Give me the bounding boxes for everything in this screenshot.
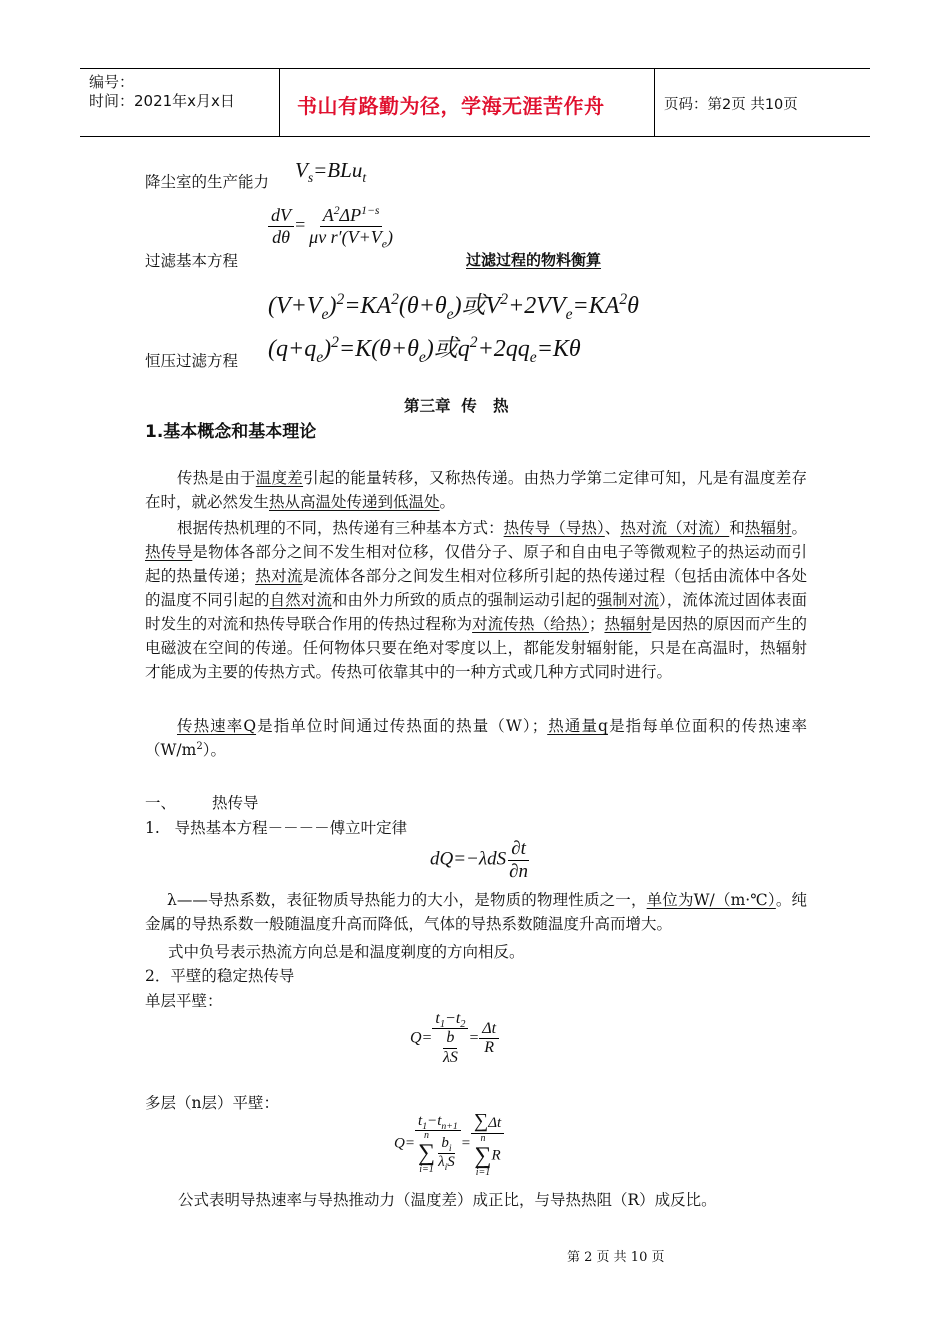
p3-text-a: 是指单位时间通过传热面的热量（W）；	[256, 717, 548, 735]
term-radiation: 热辐射	[744, 519, 792, 537]
term-convection-2: 热对流	[255, 567, 303, 585]
header-number-label: 编号：	[89, 73, 135, 91]
plane-wall-item: 2．平壁的稳定热传导	[145, 967, 295, 985]
conduction-heading: 热传导	[212, 794, 259, 812]
p2-text-e: 是物体各部分之间不发生相对位移，仅借分子、原子和自由电子等微观粒子的热运动而引起的热量传递；	[145, 543, 807, 585]
single-wall-label: 单层平壁：	[145, 992, 223, 1010]
term-convective-heat-transfer: 对流传热（给热）	[472, 615, 589, 633]
lambda-text-b: 。纯金属的导热系数一般随温度升高而降低，气体的导热系数随温度升高而增大。	[145, 891, 807, 933]
constant-pressure-formula-2: $(q+q_e)^2=K(\theta+\theta_e)$或$q^2+2qq_e=K\theta$	[268, 334, 581, 366]
p3-sup: 2	[196, 740, 203, 752]
fourier-law-formula: dQ=−λdS $\frac{\partial t}{\partial n}$	[430, 838, 528, 882]
term-conduction-2: 热传导	[145, 543, 193, 561]
header-divider-right	[654, 68, 655, 136]
fourier-law-item: 1. 导热基本方程－－－－傅立叶定律	[145, 819, 408, 837]
paragraph-heat-transfer-definition	[145, 466, 807, 514]
p3-text-c: ）。	[202, 741, 227, 759]
header-divider-left	[279, 68, 280, 136]
paragraph-heat-rate-definition	[145, 714, 807, 762]
constant-pressure-formula-1: $(V+V_e)^2=KA^2(\theta+\theta_e)$或$V^2+2VV_e=KA^2\theta$	[268, 291, 639, 323]
single-wall-formula: Q= $\frac{t_1-t_2}{\frac{b}{\lambda S}}$ = $\frac{\Delta t}{R}$	[410, 1010, 499, 1067]
p2-text-a: 根据传热机理的不同，热传递有三种基本方式：	[177, 519, 504, 537]
or-text-1: 或	[461, 293, 486, 319]
term-temperature-difference: 温度差	[255, 469, 304, 487]
term-natural-convection: 自然对流	[269, 591, 332, 609]
p2-text-g: 和由外力所致的质点的强制运动引起的	[331, 591, 597, 609]
p2-text-h: ），流体流过固体表面时发生的对流和热传导联合作用的传热过程称为	[145, 591, 807, 633]
filter-basic-label: 过滤基本方程	[145, 252, 239, 270]
capacity-label: 降尘室的生产能力	[145, 173, 270, 191]
p2-text-j: 是因热的原因而产生的电磁波在空间的传递。任何物体只要在绝对零度以上，都能发射辐射能，只是在高温时，热辐射才能成为主要的传热方式。传热可依靠其中的一种方式或几种方式同时进行。	[145, 615, 807, 681]
lambda-text-a: λ——导热系数，表征物质导热能力的大小，是物质的物理性质之一，	[167, 891, 647, 909]
paragraph-heat-transfer-modes	[145, 516, 807, 684]
conduction-heading-number: 一、	[145, 794, 177, 812]
section-title: 1.基本概念和基本理论	[145, 422, 317, 442]
multi-wall-formula: Q= $t_1-t_{n+1}$ n ∑ i=1 $\frac{b_i}{\lambda_iS}$ = ∑Δt n ∑ i=1 R	[394, 1110, 504, 1178]
p1-text-c: 。	[439, 493, 456, 511]
term-forced-convection: 强制对流	[596, 591, 660, 609]
header-top-line	[80, 68, 870, 69]
term-high-to-low: 热从高温处传递到低温处	[269, 493, 440, 511]
term-heat-rate: 传热速率Q	[177, 717, 257, 735]
p2-text-d: 。	[791, 519, 807, 537]
term-convection: 热对流（对流）	[620, 519, 730, 537]
p1-text-a: 传热是由于	[177, 469, 256, 487]
header-time-label: 时间：2021年x月x日	[89, 92, 235, 110]
filter-basic-formula: $\frac{dV}{d\theta}$ = $\frac{A^2\Delta P^{1-s}}{\mu v r'(V+V_e)}$	[268, 205, 396, 247]
term-radiation-2: 热辐射	[604, 615, 652, 633]
header-bottom-line	[80, 136, 870, 137]
p2-text-f: 是流体各部分之间发生相对位移所引起的热传递过程（包括由流体中各处的温度不同引起的	[145, 567, 807, 609]
header-page-label: 页码：第2页 共10页	[664, 97, 798, 113]
material-balance-title: 过滤过程的物料衡算	[466, 251, 602, 269]
p2-text-b: 、	[604, 519, 621, 537]
term-conduction: 热传导（导热）	[503, 519, 605, 537]
p3-text-b: 是指每单位面积的传热速率（W/m	[145, 717, 807, 759]
p2-text-i: ；	[588, 615, 605, 633]
multi-wall-label: 多层（n层）平壁：	[145, 1094, 279, 1112]
constant-pressure-label: 恒压过滤方程	[145, 352, 239, 370]
sign-note: 式中负号表示热流方向总是和温度剃度的方向相反。	[168, 943, 525, 961]
conclusion-text: 公式表明导热速率与导热推动力（温度差）成正比，与导热热阻（R）成反比。	[178, 1191, 717, 1209]
term-conductivity-unit: 单位为W/（m·℃）	[646, 891, 776, 909]
term-heat-flux: 热通量q	[547, 717, 608, 735]
or-text-2: 或	[433, 336, 458, 362]
p2-text-c: 和	[729, 519, 745, 537]
capacity-formula: $V_s=BLu_t$	[295, 158, 367, 186]
chapter-title: 第三章 传 热	[404, 397, 509, 415]
p1-text-b: 引起的能量转移，又称热传递。由热力学第二定律可知，凡是有温度差存在时，就必然发生	[145, 469, 807, 511]
header-motto: 书山有路勤为径，学海无涯苦作舟	[297, 94, 605, 118]
footer-page-number: 第 2 页 共 10 页	[567, 1250, 665, 1265]
paragraph-thermal-conductivity	[145, 888, 807, 936]
